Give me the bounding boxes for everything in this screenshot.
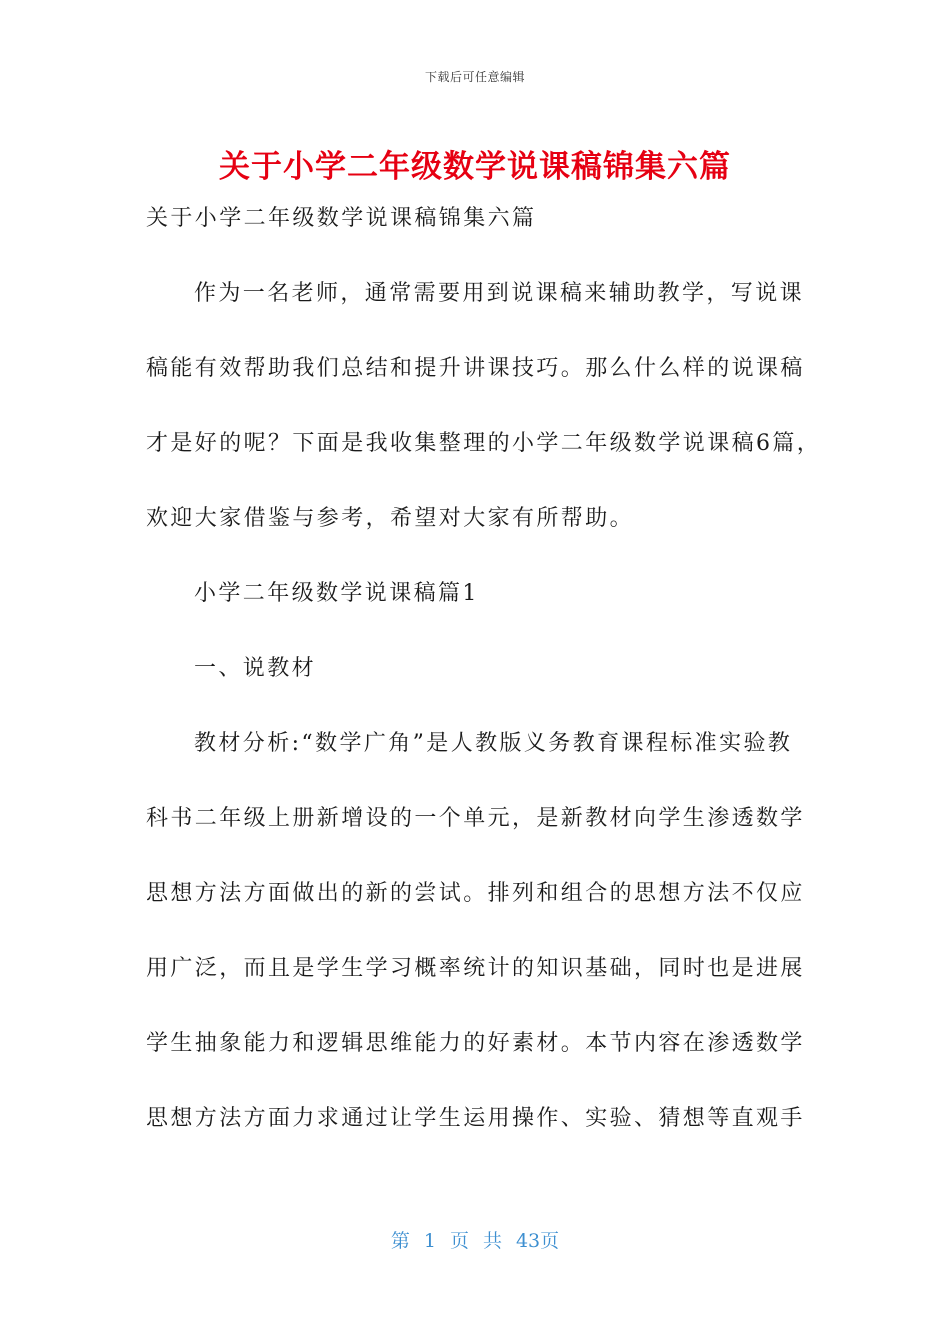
document-title: 关于小学二年级数学说课稿锦集六篇 [219,149,731,185]
body-line: 才是好的呢？下面是我收集整理的小学二年级数学说课稿6篇， [146,431,822,456]
body-line: 稿能有效帮助我们总结和提升讲课技巧。那么什么样的说课稿 [146,356,805,381]
body-line: 教材分析:“数学广角”是人教版义务教育课程标准实验教 [194,731,793,756]
document-body [146,194,822,1169]
footer-total-pages: 43页 [515,1230,560,1252]
body-line: 思想方法方面做出的新的尝试。排列和组合的思想方法不仅应 [146,881,805,906]
body-line: 思想方法方面力求通过让学生运用操作、实验、猜想等直观手 [146,1106,805,1131]
footer-label-page: 第 [390,1230,410,1252]
header-note: 下载后可任意编辑 [424,70,525,84]
page-footer [0,1226,950,1253]
body-line: 欢迎大家借鉴与参考，希望对大家有所帮助。 [146,506,635,531]
body-line: 学生抽象能力和逻辑思维能力的好素材。本节内容在渗透数学 [146,1031,805,1056]
body-line: 关于小学二年级数学说课稿锦集六篇 [146,206,537,231]
body-line: 作为一名老师，通常需要用到说课稿来辅助教学，写说课 [194,281,805,306]
section-heading: 小学二年级数学说课稿篇1 [194,581,479,606]
subsection-heading: 一、说教材 [194,656,317,681]
footer-label-of: 页 [449,1230,469,1252]
body-line: 科书二年级上册新增设的一个单元，是新教材向学生渗透数学 [146,806,805,831]
footer-label-total: 共 [482,1230,502,1252]
footer-current-page: 1 [423,1230,436,1252]
body-line: 用广泛，而且是学生学习概率统计的知识基础，同时也是进展 [146,956,805,981]
